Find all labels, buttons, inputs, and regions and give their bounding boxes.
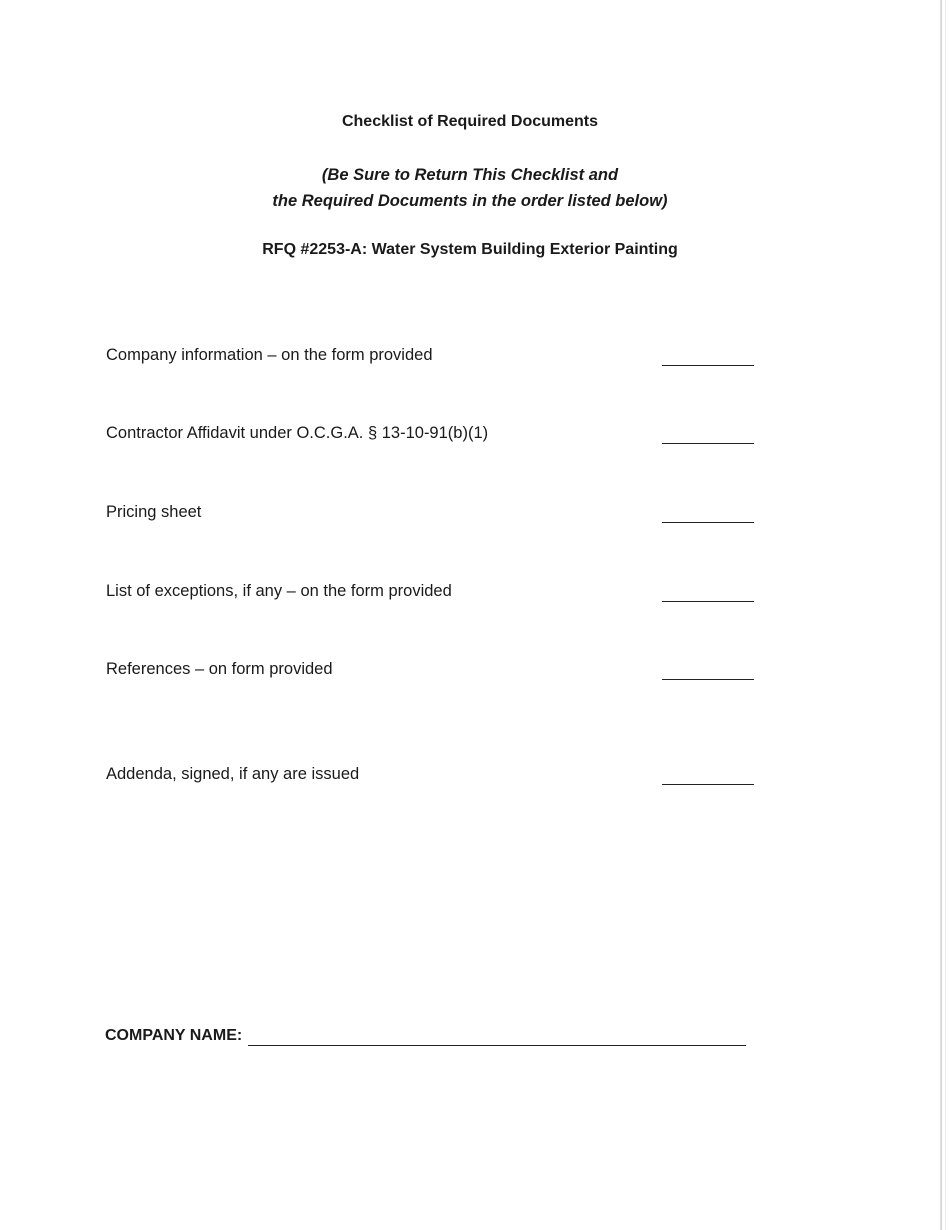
checklist-item-label: Pricing sheet — [106, 503, 202, 521]
subtitle-line-2: the Required Documents in the order listed below) — [272, 192, 668, 210]
checklist-item-company-information — [106, 346, 766, 370]
checklist-item-pricing-sheet — [106, 503, 766, 527]
company-name-field — [105, 1027, 755, 1051]
company-name-label: COMPANY NAME: — [105, 1027, 243, 1044]
checklist-item-label: Contractor Affidavit under O.C.G.A. § 13-10-91(b)(1) — [106, 424, 489, 442]
checklist-item-contractor-affidavit — [106, 424, 766, 448]
document-subtitle — [0, 162, 940, 214]
document-title: Checklist of Required Documents — [341, 113, 599, 130]
checklist-item-blank — [662, 443, 754, 444]
checklist-item-blank — [662, 679, 754, 680]
checklist-item-blank — [662, 784, 754, 785]
checklist-item-references — [106, 660, 766, 684]
checklist-item-blank — [662, 601, 754, 602]
checklist-item-label: Company information – on the form provided — [106, 346, 433, 364]
checklist-item-label: List of exceptions, if any – on the form provided — [106, 582, 452, 600]
scan-edge-shadow — [945, 0, 946, 1230]
subtitle-line-1: (Be Sure to Return This Checklist and — [321, 166, 619, 184]
scan-edge — [940, 0, 942, 1230]
company-name-blank — [248, 1045, 746, 1046]
checklist-item-label: References – on form provided — [106, 660, 333, 678]
rfq-heading: RFQ #2253-A: Water System Building Exterior Painting — [262, 241, 678, 258]
checklist-item-blank — [662, 365, 754, 366]
checklist-item-exceptions — [106, 582, 766, 606]
checklist-item-addenda — [106, 765, 766, 789]
checklist-item-label: Addenda, signed, if any are issued — [106, 765, 360, 783]
checklist-item-blank — [662, 522, 754, 523]
